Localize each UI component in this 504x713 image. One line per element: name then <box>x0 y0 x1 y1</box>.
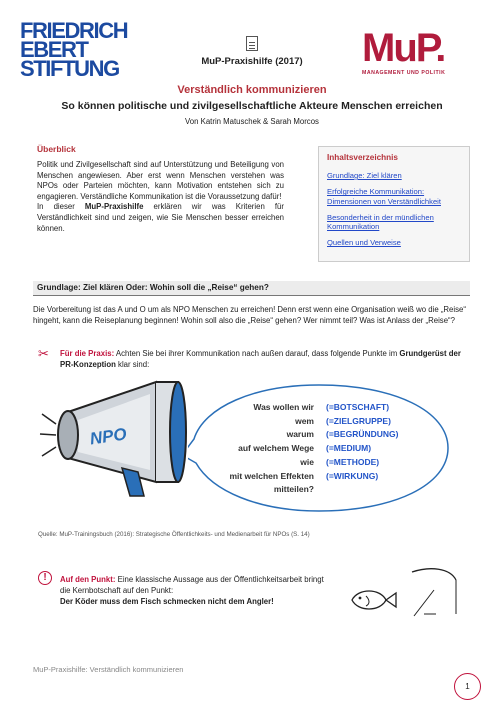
overview-bold-part: MuP-Praxishilfe <box>84 202 144 212</box>
exclamation-icon: ! <box>38 571 52 585</box>
toc-link[interactable]: Besonderheit in der mündlichen Kommunikation <box>327 212 434 232</box>
praxis-label: Für die Praxis: <box>60 349 115 358</box>
megaphone-icon <box>38 372 198 497</box>
question-item: auf welchem Wege <box>238 443 314 454</box>
overview-heading: Überblick <box>37 144 76 154</box>
overview-paragraph: Politik und Zivilgesellschaft sind auf Unterstützung und Beteiligung von Menschen angewiesen. Aber erst wenn Menschen verstehen was NPOs oder Parteien möchten, kann Motivation entstehen sich zu engagieren. Verständliche Kommunikation ist die Voraussetzung dafür! <box>37 160 284 201</box>
page-number: 1 <box>454 673 481 700</box>
authors: Von Katrin Matuschek & Sarah Morcos <box>185 117 319 126</box>
answer-item: (=METHODE) <box>326 456 380 467</box>
question-item: Was wollen wir <box>253 402 314 412</box>
question-item: mitteilen? <box>273 484 314 495</box>
answer-item: (=ZIELGRUPPE) <box>326 415 391 426</box>
punkt-text <box>60 574 330 607</box>
praxis-bold: Grundgerüst der PR-Konzeption <box>60 349 461 369</box>
overview-text-part: In dieser <box>37 202 85 212</box>
answer-item: (=BEGRÜNDUNG) <box>326 429 399 440</box>
toc-heading: Inhaltsverzeichnis <box>327 153 398 162</box>
table-of-contents <box>318 146 470 262</box>
answer-item: (=MEDIUM) <box>326 443 372 454</box>
mup-logo <box>362 28 482 84</box>
section-heading: Grundlage: Ziel klären Oder: Wohin soll die „Reise“ gehen? <box>33 281 470 296</box>
praxis-tail: klar sind: <box>115 360 150 369</box>
fes-logo-line: FRIEDRICH <box>20 18 128 43</box>
mup-logo-subtitle: MANAGEMENT UND POLITIK <box>362 70 446 76</box>
footer-text: MuP-Praxishilfe: Verständlich kommunizieren <box>33 665 184 674</box>
page-title: Verständlich kommunizieren <box>177 84 327 96</box>
mup-logo-text: MuP. <box>362 26 445 70</box>
fes-logo-line: STIFTUNG <box>20 55 119 81</box>
question-item: wem <box>295 415 314 426</box>
answer-list <box>326 401 399 483</box>
header-title: MuP-Praxishilfe (2017) <box>201 56 303 67</box>
fes-logo-line: EBERT <box>20 36 88 62</box>
question-item: warum <box>286 429 314 440</box>
punkt-body: Eine klassische Aussage aus der Öffentlichkeitsarbeit bringt die Kernbotschaft auf den Punkt: <box>60 575 324 595</box>
page-subtitle: So können politische und zivilgesellschaftliche Akteure Menschen erreichen <box>61 100 443 112</box>
document-icon <box>246 36 258 51</box>
overview-text <box>37 160 284 234</box>
praxis-body: Achten Sie bei ihrer Kommunikation nach außen darauf, dass folgende Punkte im <box>114 349 400 358</box>
source-note: Quelle: MuP-Trainingsbuch (2016): Strategische Öffentlichkeits- und Medienarbeit für NPOs (S. 14) <box>38 531 310 538</box>
praxis-text <box>60 348 470 370</box>
scissors-icon: ✂ <box>38 346 49 361</box>
answer-item: (=WIRKUNG) <box>326 470 379 481</box>
answer-item: (=BOTSCHAFT) <box>326 402 390 412</box>
punkt-label: Auf den Punkt: <box>60 575 116 584</box>
toc-link[interactable]: Grundlage: Ziel klären <box>327 171 402 180</box>
fes-logo <box>20 18 130 81</box>
question-list <box>200 401 314 497</box>
megaphone-label: NPO <box>88 424 128 449</box>
fish-hook-icon <box>346 566 466 618</box>
question-item: mit welchen Effekten <box>229 470 314 481</box>
punkt-bold: Der Köder muss dem Fisch schmecken nicht dem Angler! <box>60 597 274 606</box>
question-item: wie <box>300 456 314 467</box>
toc-link[interactable]: Quellen und Verweise <box>327 238 401 248</box>
overview-paragraph <box>37 202 284 234</box>
toc-link[interactable]: Erfolgreiche Kommunikation: Dimensionen von Verständlichkeit <box>327 187 441 206</box>
section-paragraph: Die Vorbereitung ist das A und O um als NPO Menschen zu erreichen! Denn erst wenn eine Organisation weiß wo die „Reise“ hingeht, kann die Reiseplanung beginnen! Wohin soll also die „Reise“ gehen? Wer nimmt teil? Was ist Anlass der „Reise“? <box>33 305 466 325</box>
overview-text-part: erklären wir was Kriterien für Verständlichkeit sind und zeigen, wie Sie Menschen besser erreichen können. <box>37 202 284 233</box>
